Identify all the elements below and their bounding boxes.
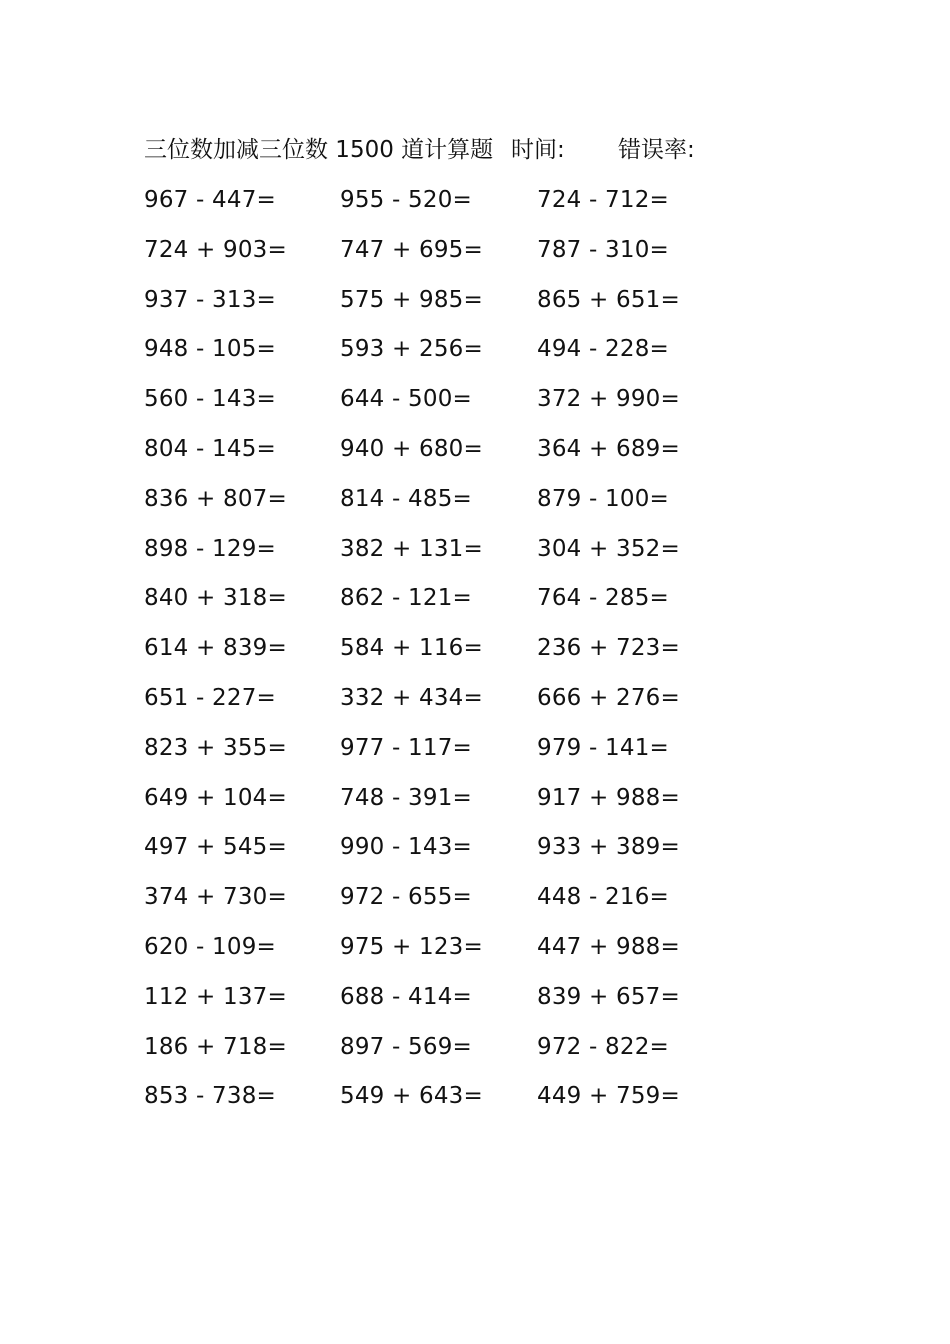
problem-item: 447 + 988= [537, 933, 680, 960]
problem-item: 724 - 712= [537, 187, 669, 213]
problem-row [144, 1029, 744, 1079]
problem-row [144, 780, 744, 830]
problem-item: 898 - 129= [144, 535, 276, 562]
problem-row [144, 580, 744, 630]
problem-row [144, 331, 744, 381]
problem-item: 853 - 738= [144, 1083, 276, 1110]
problem-item: 839 + 657= [537, 983, 680, 1010]
problem-item: 112 + 137= [144, 983, 287, 1010]
problem-item: 975 + 123= [340, 933, 483, 960]
problem-item: 747 + 695= [340, 236, 483, 263]
problem-row [144, 979, 744, 1029]
problem-item: 804 - 145= [144, 435, 276, 462]
problem-item: 764 - 285= [537, 585, 669, 612]
problem-item: 364 + 689= [537, 435, 680, 462]
problem-item: 865 + 651= [537, 286, 680, 313]
problem-item: 862 - 121= [340, 585, 472, 612]
problem-item: 823 + 355= [144, 734, 287, 761]
problem-item: 787 - 310= [537, 236, 669, 263]
problem-row [144, 381, 744, 431]
problem-item: 620 - 109= [144, 933, 276, 960]
problem-row [144, 680, 744, 730]
problem-item: 955 - 520= [340, 187, 472, 213]
problem-row [144, 630, 744, 680]
problem-item: 575 + 985= [340, 286, 483, 313]
problem-item: 448 - 216= [537, 884, 669, 911]
problem-item: 382 + 131= [340, 535, 483, 562]
problem-item: 814 - 485= [340, 485, 472, 512]
problem-row [144, 232, 744, 282]
problem-item: 304 + 352= [537, 535, 680, 562]
problem-row [144, 929, 744, 979]
problem-item: 593 + 256= [340, 336, 483, 363]
problem-row [144, 1078, 744, 1128]
problem-item: 967 - 447= [144, 187, 276, 213]
problem-item: 688 - 414= [340, 983, 472, 1010]
problem-item: 897 - 569= [340, 1033, 472, 1060]
problem-item: 374 + 730= [144, 884, 287, 911]
problem-item: 494 - 228= [537, 336, 669, 363]
problem-item: 972 - 655= [340, 884, 472, 911]
problem-item: 497 + 545= [144, 834, 287, 861]
problem-item: 614 + 839= [144, 635, 287, 662]
problem-item: 236 + 723= [537, 635, 680, 662]
error-rate-label: 错误率: [618, 137, 695, 163]
problem-row [144, 282, 744, 332]
problem-row [144, 730, 744, 780]
problem-item: 990 - 143= [340, 834, 472, 861]
problem-item: 879 - 100= [537, 485, 669, 512]
problem-item: 933 + 389= [537, 834, 680, 861]
problem-item: 917 + 988= [537, 784, 680, 811]
problem-item: 186 + 718= [144, 1033, 287, 1060]
problem-item: 549 + 643= [340, 1083, 483, 1110]
problem-item: 836 + 807= [144, 485, 287, 512]
problem-item: 948 - 105= [144, 336, 276, 363]
problem-row [144, 531, 744, 581]
problem-item: 584 + 116= [340, 635, 483, 662]
problem-item: 979 - 141= [537, 734, 669, 761]
problem-item: 724 + 903= [144, 236, 287, 263]
problem-item: 649 + 104= [144, 784, 287, 811]
problem-item: 972 - 822= [537, 1033, 669, 1060]
worksheet-header [144, 132, 864, 168]
problem-item: 644 - 500= [340, 386, 472, 413]
problem-item: 937 - 313= [144, 286, 276, 313]
problem-item: 449 + 759= [537, 1083, 680, 1110]
problem-row [144, 182, 744, 232]
problem-item: 560 - 143= [144, 386, 276, 413]
time-label: 时间: [511, 137, 565, 163]
problem-row [144, 829, 744, 879]
problem-item: 840 + 318= [144, 585, 287, 612]
problem-item: 666 + 276= [537, 684, 680, 711]
problem-item: 651 - 227= [144, 684, 276, 711]
problem-row [144, 481, 744, 531]
problem-item: 372 + 990= [537, 386, 680, 413]
problem-grid [144, 182, 744, 1128]
problem-item: 748 - 391= [340, 784, 472, 811]
problem-row [144, 879, 744, 929]
problem-item: 332 + 434= [340, 684, 483, 711]
problem-item: 940 + 680= [340, 435, 483, 462]
problem-row [144, 431, 744, 481]
worksheet-title: 三位数加减三位数 1500 道计算题 [144, 137, 494, 163]
problem-item: 977 - 117= [340, 734, 472, 761]
